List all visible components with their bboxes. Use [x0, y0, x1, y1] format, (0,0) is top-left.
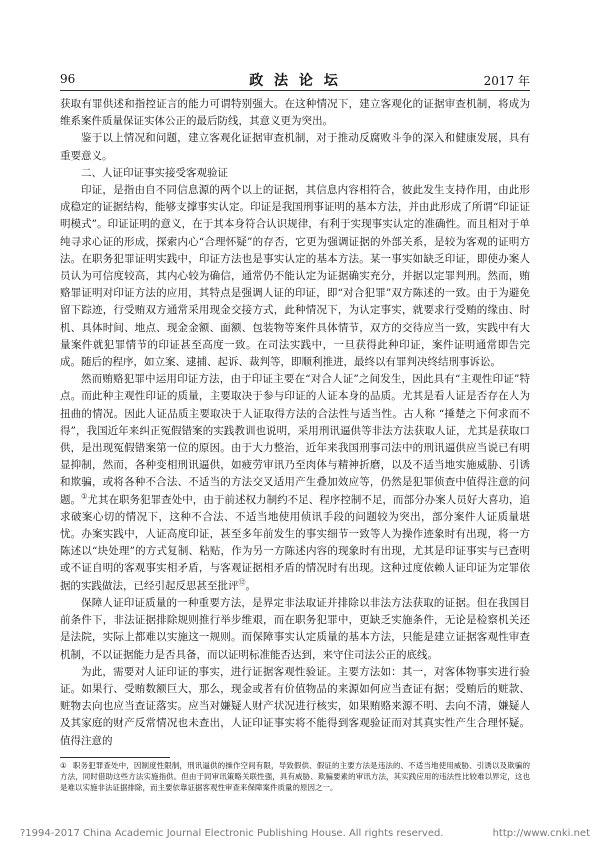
- footnote-mark: ①: [60, 761, 67, 770]
- copyright-notice: ?1994-2017 China Academic Journal Electronic Publishing House. All rights reserved.: [20, 828, 444, 839]
- paragraph: 印证，是指由自不同信息源的两个以上的证据，其信息内容相符合，彼此发生支持作用，由此形成稳定的证据结构，能够支撑事实认定。印证是我国刑事证明的基本方法，并由此形成了所谓“印证证明模式”。印证证明的意义，在于其本身符合认识规律，有利于实现事实认定的准确性。而且相对于单纯寻求心证的形成，探索内心“合理怀疑”的存否，它更为强调证据的外部关系，是较为客观的证明方法。在职务犯罪证明实践中，印证方法也是事实认定的基本方法。某一事实如缺乏印证，即使办案人员认为可信度较高，其内心较为确信，通常仍不能认定为证据确实充分，并据以定罪判刑。然而，贿赂罪证明对印证方法的应用，其特点是强调人证的印证，即“对合犯罪”双方陈述的一致。由于为避免留下踪迹，行受贿双方通常采用现金交接方式，此种情况下，为认定事实，就要求行受贿的缘由、时机、具体时间、地点、现金金额、面额、包装物等案件具体情节，双方的交待应当一致，实践中有大量案件就犯罪情节的印证甚至高度一致。在司法实践中，一旦获得此种印证，案件证明通常即告完成。随后的程序，如立案、逮捕、起诉、裁判等，即顺利推进，最终以有罪判决终结刑事诉讼。: [60, 184, 530, 369]
- page-number: 96: [60, 72, 76, 86]
- paragraph: 获取有罪供述和指控证言的能力可谓特别强大。在这种情况下，建立客观化的证据审查机制，将成为维系案件质量保证实体公正的最后防线，其意义更为突出。: [60, 98, 530, 128]
- section-heading: 二、人证印证事实接受客观验证: [81, 166, 228, 179]
- paragraph: 为此，需要对人证印证的事实，进行证据客观性验证。主要方法如：其一，对客体物事实进行验证。如果行、受贿数额巨大，那么，现金或者有价值物品的来源如何应当查证有据；受贿后的赃款、赃物去向也应当查证落实。应当对嫌疑人财产状况进行核实，如果贿赂来源不明、去向不清，嫌疑人及其家庭的财产反常情况也未查出，人证印证事实将不能得到客观验证而对其真实性产生合理怀疑。值得注意的: [60, 665, 530, 747]
- footnote-ref[interactable]: ①: [81, 492, 88, 501]
- footnote: [60, 760, 530, 793]
- article-body: [60, 96, 530, 750]
- paragraph: 鉴于以上情况和问题，建立客观化证据审查机制，对于推动反腐败斗争的深入和健康发展，具有重要意义。: [60, 132, 530, 162]
- paragraph: [60, 371, 530, 595]
- footnote-rule: [60, 757, 170, 758]
- paragraph-text: 尤其在职务犯罪查处中，由于前述权力制约不足、程序控制不足，而部分办案人员好大喜功，追求破案心切的情况下，这种不合法、不适当地使用侦讯手段的问题较为突出，部分案件人证质量堪忧。办案实践中，人证高度印证，甚至多年前发生的事实细节一致等人为操作迹象时有出现，将一方陈述以“块处理”的方式复制、粘贴，作为另一方陈述内容的现象时有出现，尤其是印证事实与已查明或不证自明的客观事实相矛盾，与客观证据相矛盾的情况时有出现。这种过度依赖人证印证为定罪依据的实践做法，已经引起反思甚至批评: [60, 493, 531, 592]
- page-header: [60, 70, 530, 90]
- journal-title: 政 法 论 坛: [249, 73, 341, 89]
- cnki-link[interactable]: http://www.cnki.net: [492, 828, 590, 839]
- citation-ref[interactable]: ⑫: [238, 578, 246, 587]
- paragraph-text: 。: [245, 579, 256, 592]
- footnote-text: 职务犯罪查处中，因制度性限制，刑讯逼供的操作空间有限，导致假供、假证的主要方法是违法的、不适当地使用威胁、引诱以及欺骗的方法，同时借助这些方法实施指供。但由于同审讯策略关联性强，具有威胁、欺骗要素的审讯方法，其实践应用的违法性比较难以界定，这也是难以实施非法证据排除，而主要依靠证据客观性审查来保障案件质量的原因之一。: [60, 761, 530, 792]
- paragraph: 保障人证印证质量的一种重要方法，是界定非法取证并排除以非法方法获取的证据。但在我国目前条件下，非法证据排除规则推行举步维艰，而在职务犯罪中，更缺乏实施条件，无论是检察机关还是法院，实际上都难以实施这一规则。而保障事实认定质量的基本方法，只能是建立证据客观性审查机制，不以证据能力是否具备，而以证明标准能否达到，来守住司法公正的底线。: [60, 596, 530, 661]
- publication-year: 2017 年: [483, 74, 530, 88]
- paragraph-text: 然而贿赂犯罪中运用印证方法，由于印证主要在“对合人证”之间发生，因此具有“主观性印证”特点。而此种主观性印证的质量，主要取决于参与印证的人证本身的品质。尤其是看人证是否存在人为扭曲的情况。因此人证品质主要取决于人证取得方法的合法性与适当性。古人称 “捶楚之下何求而不得”，我国近年来纠正冤假错案的实践教训也说明，采用刑讯逼供等非法方法获取人证，尤其是获取口供，是出现冤假错案第一位的原因。由于大力整治，近年来我国刑事司法中的刑讯逼供应当说已有明显抑制，然而，各种变相刑讯逼供，如疲劳审讯乃至肉体与精神折磨，以及不适当地实施威胁、引诱和欺骗，或将各种不合法、不适当的方法交叉适用产生叠加效应等，仍然是犯罪侦查中值得注意的问题。: [60, 373, 530, 506]
- header-rule: [60, 90, 530, 91]
